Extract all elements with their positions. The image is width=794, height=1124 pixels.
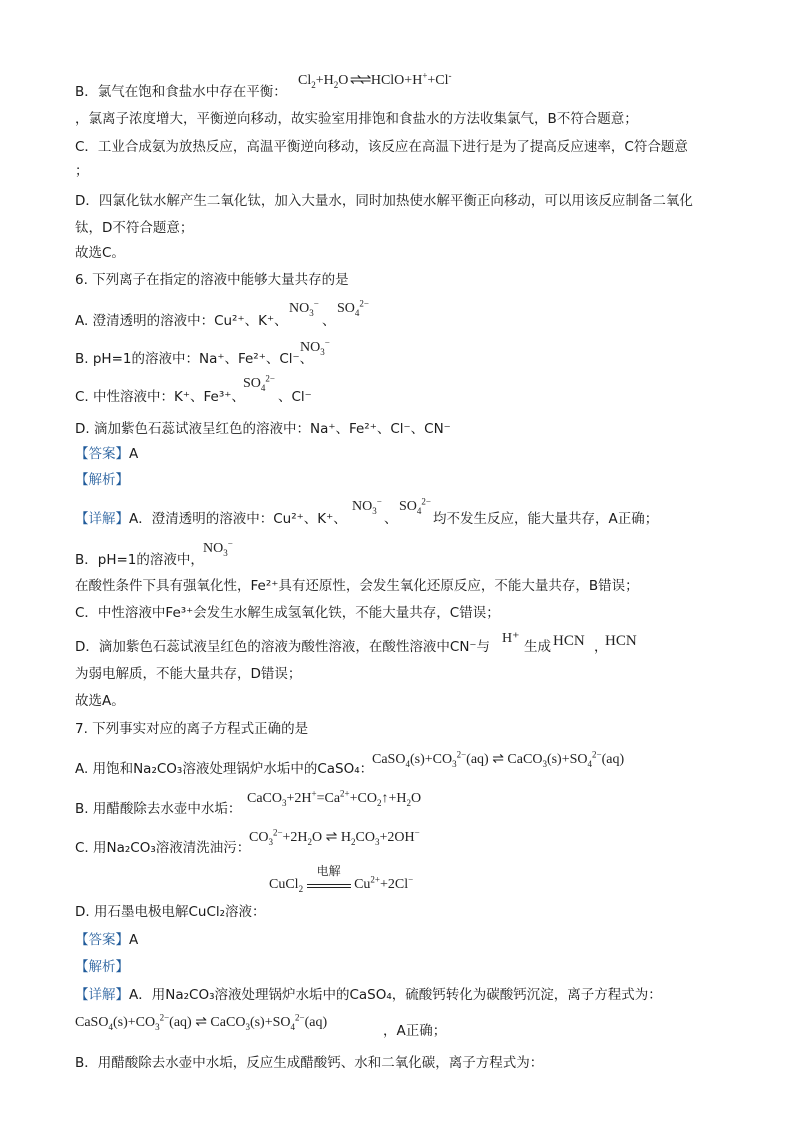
q6-answer: 【答案】A bbox=[75, 446, 139, 462]
hydrogen-ion-formula: H⁺ bbox=[502, 631, 520, 646]
q7-c-equation: $CO_3^{2-}+2H_2O$ ⇌ $H_2CO_3+2OH^-$ bbox=[249, 827, 420, 847]
q7-b-equation: $CaCO_3+2H^+=Ca^{2+}+CO_2↑+H_2O$ bbox=[247, 788, 422, 808]
option-b-chlorine-cont: ，氯离子浓度增大，平衡逆向移动，故实验室用排饱和食盐水的方法收集氯气，B不符合题意； bbox=[75, 111, 638, 127]
question-6: 6. 下列离子在指定的溶液中能够大量共存的是 bbox=[75, 272, 349, 288]
sulfate-formula: $SO_4^{2-}$ bbox=[337, 298, 369, 318]
q6-option-c-tail: 、Cl⁻ bbox=[278, 389, 312, 405]
option-d-ticl4-cont: 钛，D不符合题意； bbox=[75, 220, 194, 236]
q7-detail-a-equation: $CaSO_4(s)+CO_3^{2-}(aq)$ ⇌ $CaCO_3(s)+SO_4^{2-}(aq)$ bbox=[75, 1012, 328, 1032]
option-b-chlorine: B．氯气在饱和食盐水中存在平衡： bbox=[75, 84, 287, 100]
option-d-ticl4: D．四氯化钛水解产生二氧化钛，加入大量水，同时加热使水解平衡正向移动，可以用该反应制备二氧化 bbox=[75, 193, 693, 209]
q7-analysis-label: 【解析】 bbox=[75, 959, 129, 975]
q7-d-equation: CuCl$_2$ 电解 $Cu^{2+}+2Cl^-$ bbox=[269, 864, 414, 894]
q6-detail-d-comma: ， bbox=[594, 639, 608, 655]
q6-detail-d-cont: 为弱电解质，不能大量共存，D错误； bbox=[75, 666, 302, 682]
q6-option-c: C. 中性溶液中：K⁺、Fe³⁺、 bbox=[75, 389, 245, 405]
option-c-ammonia: C．工业合成氨为放热反应，高温平衡逆向移动，该反应在高温下进行是为了提高反应速率，C符合题意 bbox=[75, 139, 688, 155]
q7-detail-a-tail: ，A正确； bbox=[383, 1023, 447, 1039]
q7-option-d: D. 用石墨电极电解CuCl₂溶液： bbox=[75, 904, 266, 920]
q7-option-a: A. 用饱和Na₂CO₃溶液处理锅炉水垢中的CaSO₄： bbox=[75, 761, 374, 777]
q6-detail-b-cont: 在酸性条件下具有强氧化性，Fe²⁺具有还原性，会发生氧化还原反应，不能大量共存，B错误； bbox=[75, 578, 639, 594]
q6-detail-d: D．滴加紫色石蕊试液呈红色的溶液为酸性溶液，在酸性溶液中CN⁻与 bbox=[75, 639, 491, 655]
question-7: 7. 下列事实对应的离子方程式正确的是 bbox=[75, 721, 309, 737]
q6-detail-d-mid: 生成 bbox=[524, 639, 551, 655]
q7-option-c: C. 用Na₂CO₃溶液清洗油污： bbox=[75, 840, 251, 856]
q6-detail-b: B．pH=1的溶液中， bbox=[75, 552, 204, 568]
q7-answer: 【答案】A bbox=[75, 932, 139, 948]
nitrate-formula: $NO_3^-$ bbox=[203, 538, 233, 558]
hcn-formula: HCN bbox=[553, 633, 585, 649]
nitrate-formula: $NO_3^-$ bbox=[352, 496, 382, 516]
q7-detail-a: 【详解】A．用Na₂CO₃溶液处理锅炉水垢中的CaSO₄，硫酸钙转化为碳酸钙沉淀，离子方程式为： bbox=[75, 987, 662, 1003]
q6-option-d: D. 滴加紫色石蕊试液呈红色的溶液中：Na⁺、Fe²⁺、Cl⁻、CN⁻ bbox=[75, 421, 451, 437]
choose-a: 故选A。 bbox=[75, 693, 125, 709]
q6-detail-a: 【详解】A．澄清透明的溶液中：Cu²⁺、K⁺、 bbox=[75, 511, 347, 527]
q6-detail-a-separator: 、 bbox=[384, 511, 398, 527]
q7-detail-b: B．用醋酸除去水壶中水垢，反应生成醋酸钙、水和二氧化碳，离子方程式为： bbox=[75, 1055, 544, 1071]
option-c-semicolon: ； bbox=[75, 163, 89, 179]
q6-analysis-label: 【解析】 bbox=[75, 472, 129, 488]
q6-detail-c: C．中性溶液中Fe³⁺会发生水解生成氢氧化铁，不能大量共存，C错误； bbox=[75, 605, 500, 621]
q6-a-separator: 、 bbox=[322, 313, 336, 329]
chlorine-equilibrium-formula: $Cl_2+H_2O$ ⇌⇌ HClO+H++Cl- bbox=[298, 70, 452, 90]
sulfate-formula: $SO_4^{2-}$ bbox=[243, 373, 275, 393]
q6-option-b: B. pH=1的溶液中：Na⁺、Fe²⁺、Cl⁻、 bbox=[75, 351, 314, 367]
q6-detail-a-tail: 均不发生反应，能大量共存，A正确； bbox=[433, 511, 659, 527]
sulfate-formula: $SO_4^{2-}$ bbox=[399, 496, 431, 516]
q7-option-b: B. 用醋酸除去水壶中水垢： bbox=[75, 801, 242, 817]
nitrate-formula: $NO_3^-$ bbox=[300, 337, 330, 357]
nitrate-formula: $NO_3^-$ bbox=[289, 298, 319, 318]
choose-c: 故选C。 bbox=[75, 245, 125, 261]
q7-a-equation: $CaSO_4(s)+CO_3^{2-}(aq)$ ⇌ $CaCO_3(s)+SO_4^{2-}(aq)$ bbox=[372, 749, 625, 769]
hcn-formula: HCN bbox=[605, 633, 637, 649]
q6-option-a: A. 澄清透明的溶液中：Cu²⁺、K⁺、 bbox=[75, 313, 288, 329]
